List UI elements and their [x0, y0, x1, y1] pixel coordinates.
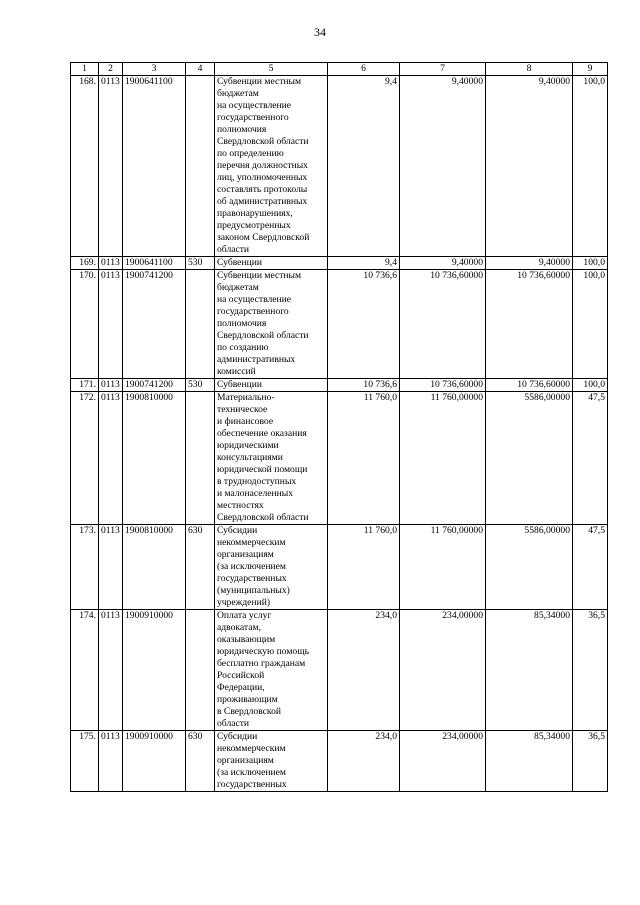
- column-header-3: 3: [123, 63, 186, 76]
- target-article-code: 1900741200: [123, 379, 186, 392]
- value-column-7: 10 736,60000: [400, 379, 486, 392]
- value-column-7: 234,00000: [400, 731, 486, 792]
- value-column-6: 9,4: [328, 76, 400, 257]
- table-row: [71, 76, 608, 257]
- column-header-8: 8: [486, 63, 573, 76]
- target-article-code: 1900810000: [123, 392, 186, 525]
- value-column-6: 11 760,0: [328, 392, 400, 525]
- value-column-6: 234,0: [328, 610, 400, 731]
- expense-name: Оплата услуг адвокатам, оказывающим юридическую помощь бесплатно гражданам Российской Федерации, проживающим в Свердловской области: [215, 610, 328, 731]
- table-row: [71, 525, 608, 610]
- target-article-code: 1900910000: [123, 731, 186, 792]
- table-row: [71, 731, 608, 792]
- column-header-9: 9: [573, 63, 608, 76]
- header-row: [71, 63, 608, 76]
- column-header-4: 4: [186, 63, 215, 76]
- target-article-code: 1900741200: [123, 270, 186, 379]
- value-column-6: 10 736,6: [328, 379, 400, 392]
- expense-type-code: 630: [186, 731, 215, 792]
- value-column-7: 10 736,60000: [400, 270, 486, 379]
- column-header-7: 7: [400, 63, 486, 76]
- expense-name: Субсидии некоммерческим организациям (за исключением государственных (муниципальных) учреждений): [215, 525, 328, 610]
- value-column-8: 10 736,60000: [486, 379, 573, 392]
- expense-type-code: 530: [186, 379, 215, 392]
- expense-name: Материально- техническое и финансовое обеспечение оказания юридическими консультациями юридической помощи в труднодоступных и малонаселенных местностях Свердловской области: [215, 392, 328, 525]
- value-column-6: 9,4: [328, 257, 400, 270]
- value-column-7: 11 760,00000: [400, 392, 486, 525]
- section-code: 0113: [99, 731, 123, 792]
- target-article-code: 1900810000: [123, 525, 186, 610]
- value-column-9: 100,0: [573, 257, 608, 270]
- value-column-8: 10 736,60000: [486, 270, 573, 379]
- budget-table: [70, 62, 608, 792]
- value-column-9: 47,5: [573, 392, 608, 525]
- expense-type-code: 530: [186, 257, 215, 270]
- value-column-8: 5586,00000: [486, 392, 573, 525]
- expense-name: Субвенции: [215, 379, 328, 392]
- expense-name: Субвенции: [215, 257, 328, 270]
- table-row: [71, 270, 608, 379]
- section-code: 0113: [99, 270, 123, 379]
- expense-type-code: 630: [186, 525, 215, 610]
- table-row: [71, 392, 608, 525]
- expense-type-code: [186, 270, 215, 379]
- value-column-9: 100,0: [573, 379, 608, 392]
- row-number: 169.: [71, 257, 99, 270]
- section-code: 0113: [99, 379, 123, 392]
- row-number: 172.: [71, 392, 99, 525]
- row-number: 168.: [71, 76, 99, 257]
- section-code: 0113: [99, 392, 123, 525]
- table-header: [71, 63, 608, 76]
- expense-type-code: [186, 610, 215, 731]
- table-row: [71, 257, 608, 270]
- value-column-8: 5586,00000: [486, 525, 573, 610]
- table-row: [71, 610, 608, 731]
- section-code: 0113: [99, 610, 123, 731]
- column-header-5: 5: [215, 63, 328, 76]
- expense-name: Субвенции местным бюджетам на осуществление государственного полномочия Свердловской области по созданию административных комиссий: [215, 270, 328, 379]
- value-column-9: 36,5: [573, 610, 608, 731]
- expense-type-code: [186, 76, 215, 257]
- expense-name: Субвенции местным бюджетам на осуществление государственного полномочия Свердловской области по определению перечня должностных лиц, уполномоченных составлять протоколы об административных правонарушениях, предусмотренных законом Свердловской области: [215, 76, 328, 257]
- column-header-1: 1: [71, 63, 99, 76]
- table-body: [71, 76, 608, 792]
- row-number: 174.: [71, 610, 99, 731]
- row-number: 173.: [71, 525, 99, 610]
- value-column-9: 36,5: [573, 731, 608, 792]
- target-article-code: 1900910000: [123, 610, 186, 731]
- section-code: 0113: [99, 257, 123, 270]
- value-column-9: 100,0: [573, 76, 608, 257]
- section-code: 0113: [99, 76, 123, 257]
- page-number: 34: [314, 25, 326, 39]
- expense-type-code: [186, 392, 215, 525]
- value-column-6: 234,0: [328, 731, 400, 792]
- value-column-9: 47,5: [573, 525, 608, 610]
- value-column-7: 234,00000: [400, 610, 486, 731]
- value-column-7: 9,40000: [400, 76, 486, 257]
- value-column-8: 9,40000: [486, 257, 573, 270]
- section-code: 0113: [99, 525, 123, 610]
- value-column-6: 10 736,6: [328, 270, 400, 379]
- value-column-8: 9,40000: [486, 76, 573, 257]
- value-column-7: 9,40000: [400, 257, 486, 270]
- expense-name: Субсидии некоммерческим организациям (за исключением государственных: [215, 731, 328, 792]
- row-number: 170.: [71, 270, 99, 379]
- column-header-6: 6: [328, 63, 400, 76]
- target-article-code: 1900641100: [123, 76, 186, 257]
- value-column-7: 11 760,00000: [400, 525, 486, 610]
- column-header-2: 2: [99, 63, 123, 76]
- value-column-9: 100,0: [573, 270, 608, 379]
- row-number: 171.: [71, 379, 99, 392]
- row-number: 175.: [71, 731, 99, 792]
- target-article-code: 1900641100: [123, 257, 186, 270]
- value-column-8: 85,34000: [486, 731, 573, 792]
- value-column-8: 85,34000: [486, 610, 573, 731]
- value-column-6: 11 760,0: [328, 525, 400, 610]
- table-row: [71, 379, 608, 392]
